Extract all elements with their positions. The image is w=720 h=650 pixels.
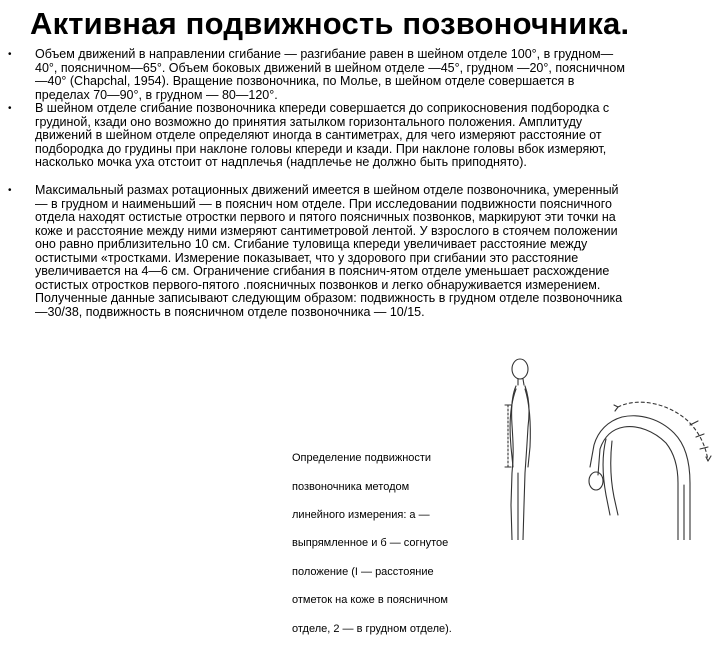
caption-line: отделе, 2 — в грудном отделе). [292,622,452,635]
caption-line: положение (I — расстояние [292,565,434,578]
caption-line: позвоночника методом [292,480,410,493]
bullet-dot-icon: • [8,103,12,114]
slide-title: Активная подвижность позвоночника. [30,6,630,41]
bullet-dot-icon: • [8,185,12,196]
bullet-text: Объем движений в направлении сгибание — разгибание равен в шейном отделе 100°, в грудном—40°, поясничном—65°. Объем боковых движений в шейном отделе —45°, грудном —20°, поясничном —40° (Chapchal, 1954). Вращение позвоночника, по Молье, в шейном отделе совершается в пределах 70—90°, в грудном — 80—120°. [35,47,625,102]
bent-figure-icon [589,402,711,540]
spine-figure-svg [478,355,720,540]
caption-line: выпрямленное и б — согнутое [292,537,449,550]
caption-line: Определение подвижности [292,452,432,465]
bullet-item [8,48,630,102]
bullet-list [8,48,630,344]
bullet-dot-icon: • [8,49,12,60]
caption-line: отметок на коже в поясничном [292,594,448,607]
upright-figure-icon [505,359,530,540]
bullet-item [8,184,630,344]
bullet-text: Максимальный размах ротационных движений имеется в шейном отделе позвоночника, умеренный — в грудном и наименьший — в пояснич ном отделе. При исследовании подвижности поясничного отдела находят остистые отростки первого и пятого поясничных позвонков, маркируют эти точки на коже и расстояние между ними измеряют сантиметровой лентой. У взрослого в стоячем положении оно равно приблизительно 10 см. Сгибание туловища кпереди увеличивает расстояние между остистыми «тростками. Измерение показывает, что у здорового при сгибании это расстояние увеличивается на 4—6 см. Ограничение сгибания в пояснич-ятом отделе уменьшает расхождение остистых отростков первого-пятого .поясничных позвонков и легко обнаруживается измерением. Полученные данные записывают следующим образом: подвижность в грудном отделе позвоночника—30/38, подвижность в поясничном отделе позвоночника — 10/15. [35,183,623,319]
spine-measurement-illustration [478,355,720,540]
bullet-item [8,102,630,184]
figure-caption [292,437,484,650]
caption-line: линейного измерения: а — [292,509,430,522]
bullet-text: В шейном отделе сгибание позвоночника кпереди совершается до соприкосновения подбородка с грудиной, кзади оно возможно до принятия затылком горизонтального положения. Амплитуду движений в шейном отделе определяют иногда в сантиметрах, для чего измеряют расстояние от подбородка до грудины при наклоне головы кпереди и кзади. При наклоне головы вбок измеряют, насколько мочка уха отстоит от надплечья (надплечье не должно быть приподнято). [35,101,610,169]
